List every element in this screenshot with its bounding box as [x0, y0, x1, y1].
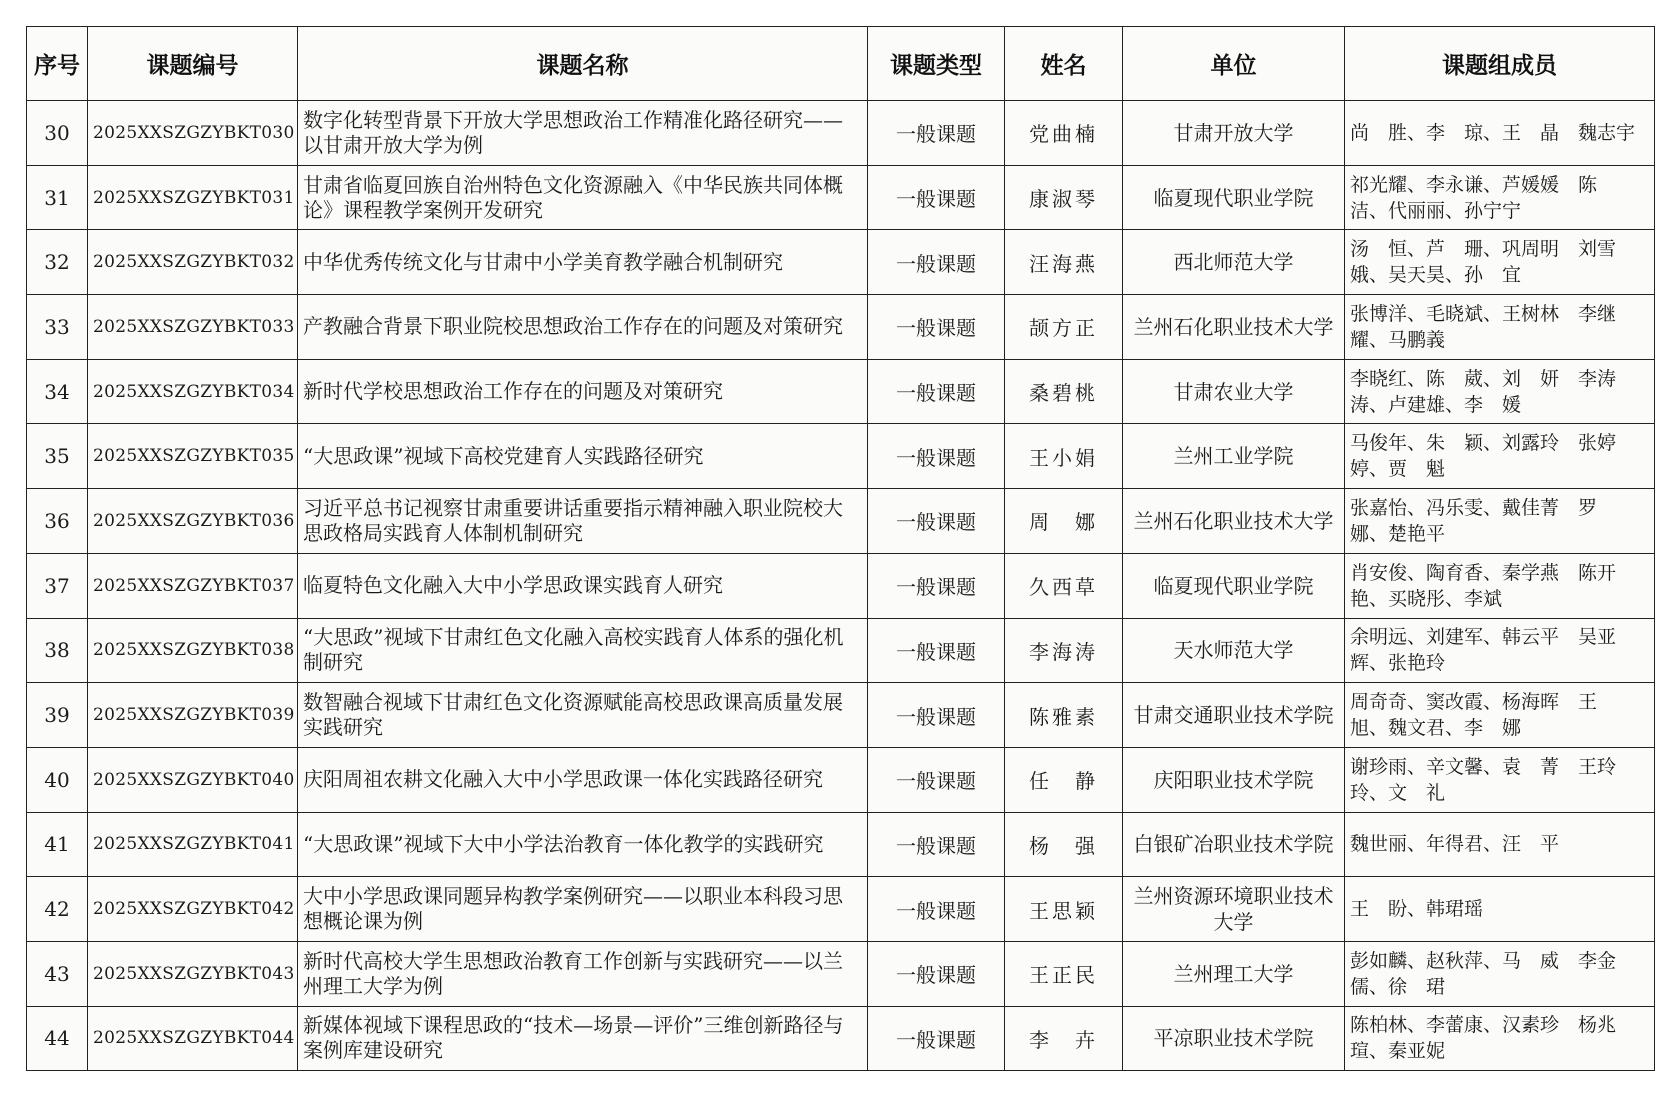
cell-unit: 兰州工业学院	[1123, 424, 1345, 489]
table-row	[27, 424, 1655, 489]
cell-project-title: 新媒体视域下课程思政的“技术—场景—评价”三维创新路径与案例库建设研究	[298, 1006, 868, 1071]
cell-unit: 临夏现代职业学院	[1123, 165, 1345, 230]
cell-project-title: 大中小学思政课同题异构教学案例研究——以职业本科段习思想概论课为例	[298, 877, 868, 942]
document-page	[26, 26, 1654, 1070]
cell-index: 31	[27, 165, 88, 230]
cell-project-code: 2025XXSZGZYBKT037	[88, 553, 298, 618]
cell-project-title: “大思政课”视域下大中小学法治教育一体化教学的实践研究	[298, 812, 868, 877]
cell-members: 彭如麟、赵秋萍、马 威 李金儒、徐 珺	[1345, 941, 1655, 1006]
table-row	[27, 683, 1655, 748]
table-header-row	[27, 27, 1655, 101]
cell-unit: 甘肃农业大学	[1123, 359, 1345, 424]
cell-index: 39	[27, 683, 88, 748]
header-index: 序号	[27, 27, 88, 101]
cell-unit: 甘肃开放大学	[1123, 101, 1345, 166]
cell-unit: 白银矿冶职业技术学院	[1123, 812, 1345, 877]
cell-index: 33	[27, 295, 88, 360]
cell-index: 42	[27, 877, 88, 942]
cell-name: 陈雅素	[1005, 683, 1123, 748]
cell-project-title: 新时代学校思想政治工作存在的问题及对策研究	[298, 359, 868, 424]
cell-index: 35	[27, 424, 88, 489]
cell-members: 谢珍雨、辛文馨、袁 菁 王玲玲、文 礼	[1345, 747, 1655, 812]
cell-project-code: 2025XXSZGZYBKT042	[88, 877, 298, 942]
header-project-code: 课题编号	[88, 27, 298, 101]
cell-name: 久西草	[1005, 553, 1123, 618]
cell-members: 尚 胜、李 琼、王 晶 魏志宇	[1345, 101, 1655, 166]
table-row	[27, 295, 1655, 360]
cell-unit: 庆阳职业技术学院	[1123, 747, 1345, 812]
table-row	[27, 941, 1655, 1006]
cell-name: 杨 强	[1005, 812, 1123, 877]
cell-members: 肖安俊、陶育香、秦学燕 陈开艳、买晓彤、李斌	[1345, 553, 1655, 618]
cell-name: 周 娜	[1005, 489, 1123, 554]
cell-project-type: 一般课题	[868, 618, 1005, 683]
cell-project-title: 产教融合背景下职业院校思想政治工作存在的问题及对策研究	[298, 295, 868, 360]
project-table	[26, 26, 1655, 1071]
header-project-type: 课题类型	[868, 27, 1005, 101]
cell-project-code: 2025XXSZGZYBKT036	[88, 489, 298, 554]
header-unit: 单位	[1123, 27, 1345, 101]
cell-project-code: 2025XXSZGZYBKT030	[88, 101, 298, 166]
cell-project-type: 一般课题	[868, 1006, 1005, 1071]
cell-project-type: 一般课题	[868, 101, 1005, 166]
cell-project-title: 庆阳周祖农耕文化融入大中小学思政课一体化实践路径研究	[298, 747, 868, 812]
cell-project-title: 数智融合视域下甘肃红色文化资源赋能高校思政课高质量发展实践研究	[298, 683, 868, 748]
table-row	[27, 230, 1655, 295]
cell-project-title: 习近平总书记视察甘肃重要讲话重要指示精神融入职业院校大思政格局实践育人体制机制研究	[298, 489, 868, 554]
cell-project-title: 数字化转型背景下开放大学思想政治工作精准化路径研究——以甘肃开放大学为例	[298, 101, 868, 166]
cell-project-type: 一般课题	[868, 230, 1005, 295]
cell-project-code: 2025XXSZGZYBKT041	[88, 812, 298, 877]
cell-project-type: 一般课题	[868, 359, 1005, 424]
cell-unit: 甘肃交通职业技术学院	[1123, 683, 1345, 748]
table-row	[27, 101, 1655, 166]
header-name: 姓名	[1005, 27, 1123, 101]
cell-name: 党曲楠	[1005, 101, 1123, 166]
cell-unit: 平凉职业技术学院	[1123, 1006, 1345, 1071]
cell-unit: 兰州理工大学	[1123, 941, 1345, 1006]
cell-project-title: 临夏特色文化融入大中小学思政课实践育人研究	[298, 553, 868, 618]
cell-project-type: 一般课题	[868, 165, 1005, 230]
cell-index: 36	[27, 489, 88, 554]
cell-project-type: 一般课题	[868, 683, 1005, 748]
cell-project-title: 甘肃省临夏回族自治州特色文化资源融入《中华民族共同体概论》课程教学案例开发研究	[298, 165, 868, 230]
cell-members: 魏世丽、年得君、汪 平	[1345, 812, 1655, 877]
cell-unit: 兰州石化职业技术大学	[1123, 489, 1345, 554]
cell-project-title: “大思政课”视域下高校党建育人实践路径研究	[298, 424, 868, 489]
cell-project-type: 一般课题	[868, 941, 1005, 1006]
cell-project-code: 2025XXSZGZYBKT034	[88, 359, 298, 424]
table-row	[27, 359, 1655, 424]
cell-members: 祁光耀、李永谦、芦媛媛 陈 洁、代丽丽、孙宁宁	[1345, 165, 1655, 230]
cell-project-type: 一般课题	[868, 489, 1005, 554]
table-row	[27, 747, 1655, 812]
cell-name: 汪海燕	[1005, 230, 1123, 295]
cell-project-code: 2025XXSZGZYBKT033	[88, 295, 298, 360]
cell-name: 任 静	[1005, 747, 1123, 812]
cell-members: 李晓红、陈 葳、刘 妍 李涛涛、卢建雄、李 媛	[1345, 359, 1655, 424]
table-row	[27, 877, 1655, 942]
table-row	[27, 553, 1655, 618]
cell-members: 王 盼、韩珺瑶	[1345, 877, 1655, 942]
cell-name: 颉方正	[1005, 295, 1123, 360]
cell-index: 37	[27, 553, 88, 618]
cell-project-code: 2025XXSZGZYBKT031	[88, 165, 298, 230]
cell-index: 30	[27, 101, 88, 166]
cell-index: 32	[27, 230, 88, 295]
table-row	[27, 489, 1655, 554]
cell-name: 桑碧桃	[1005, 359, 1123, 424]
cell-members: 张博洋、毛晓斌、王树林 李继耀、马鹏義	[1345, 295, 1655, 360]
cell-project-type: 一般课题	[868, 424, 1005, 489]
cell-unit: 天水师范大学	[1123, 618, 1345, 683]
cell-unit: 西北师范大学	[1123, 230, 1345, 295]
table-row	[27, 812, 1655, 877]
cell-unit: 临夏现代职业学院	[1123, 553, 1345, 618]
table-row	[27, 165, 1655, 230]
table-row	[27, 618, 1655, 683]
cell-name: 康淑琴	[1005, 165, 1123, 230]
cell-project-code: 2025XXSZGZYBKT032	[88, 230, 298, 295]
header-project-title: 课题名称	[298, 27, 868, 101]
cell-project-title: “大思政”视域下甘肃红色文化融入高校实践育人体系的强化机制研究	[298, 618, 868, 683]
cell-unit: 兰州石化职业技术大学	[1123, 295, 1345, 360]
cell-index: 34	[27, 359, 88, 424]
cell-members: 汤 恒、芦 珊、巩周明 刘雪娥、吴天昊、孙 宜	[1345, 230, 1655, 295]
cell-name: 李 卉	[1005, 1006, 1123, 1071]
cell-index: 40	[27, 747, 88, 812]
cell-members: 余明远、刘建军、韩云平 吴亚辉、张艳玲	[1345, 618, 1655, 683]
cell-members: 周奇奇、窦改霞、杨海晖 王 旭、魏文君、李 娜	[1345, 683, 1655, 748]
cell-project-type: 一般课题	[868, 295, 1005, 360]
cell-project-code: 2025XXSZGZYBKT035	[88, 424, 298, 489]
cell-project-title: 新时代高校大学生思想政治教育工作创新与实践研究——以兰州理工大学为例	[298, 941, 868, 1006]
cell-project-code: 2025XXSZGZYBKT044	[88, 1006, 298, 1071]
cell-project-code: 2025XXSZGZYBKT038	[88, 618, 298, 683]
header-members: 课题组成员	[1345, 27, 1655, 101]
cell-project-type: 一般课题	[868, 553, 1005, 618]
cell-project-code: 2025XXSZGZYBKT043	[88, 941, 298, 1006]
cell-unit: 兰州资源环境职业技术大学	[1123, 877, 1345, 942]
cell-project-type: 一般课题	[868, 812, 1005, 877]
cell-name: 李海涛	[1005, 618, 1123, 683]
table-row	[27, 1006, 1655, 1071]
cell-name: 王思颖	[1005, 877, 1123, 942]
cell-index: 44	[27, 1006, 88, 1071]
cell-project-type: 一般课题	[868, 877, 1005, 942]
cell-name: 王正民	[1005, 941, 1123, 1006]
cell-index: 41	[27, 812, 88, 877]
cell-members: 张嘉怡、冯乐雯、戴佳菁 罗 娜、楚艳平	[1345, 489, 1655, 554]
cell-index: 38	[27, 618, 88, 683]
cell-project-code: 2025XXSZGZYBKT040	[88, 747, 298, 812]
cell-index: 43	[27, 941, 88, 1006]
cell-members: 马俊年、朱 颖、刘露玲 张婷婷、贾 魁	[1345, 424, 1655, 489]
cell-project-title: 中华优秀传统文化与甘肃中小学美育教学融合机制研究	[298, 230, 868, 295]
cell-members: 陈柏林、李蕾康、汉素珍 杨兆瑄、秦亚妮	[1345, 1006, 1655, 1071]
cell-project-code: 2025XXSZGZYBKT039	[88, 683, 298, 748]
cell-project-type: 一般课题	[868, 747, 1005, 812]
cell-name: 王小娟	[1005, 424, 1123, 489]
